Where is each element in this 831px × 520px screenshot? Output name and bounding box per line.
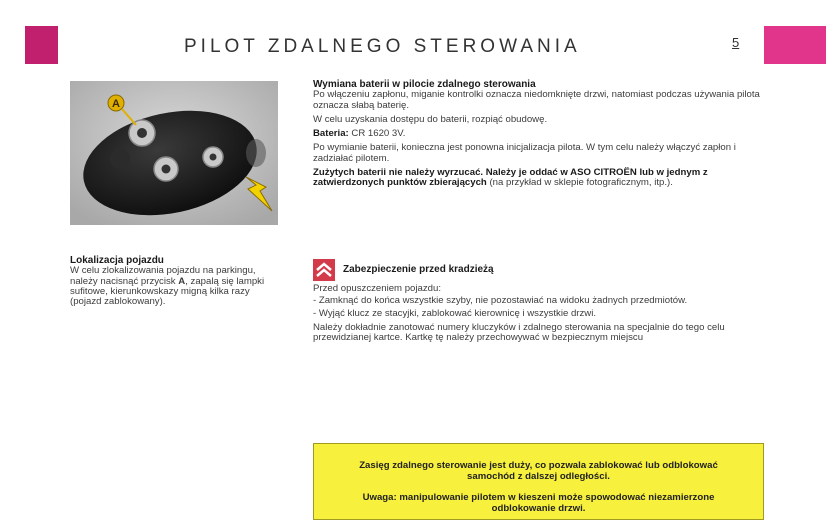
- corner-tab-left: [25, 26, 58, 64]
- body-pre: W celu zlokalizowania pojazdu na parkingu, należy nacisnąć przycisk: [70, 265, 256, 287]
- note-line-1: Zasięg zdalnego sterowanie jest duży, co pozwala zablokować lub odblokować samochód z dalszej odległości.: [359, 460, 718, 482]
- battery-para3: Po wymianie baterii, konieczna jest ponowna inicjalizacja pilota. W tym celu należy włączyć zapłon i zadziałać pilotem.: [313, 142, 736, 164]
- body-bold: A: [178, 275, 186, 287]
- theft-item-1: - Zamknąć do końca wszystkie szyby, nie pozostawiać na widoku żadnych przedmiotów.: [313, 295, 688, 307]
- battery-type: [313, 129, 765, 139]
- theft-heading: Zabezpieczenie przed kradzieżą: [343, 264, 494, 275]
- vehicle-location-body: [70, 266, 280, 307]
- battery-warning: [313, 168, 765, 189]
- battery-para1: Po włączeniu zapłonu, miganie kontrolki oznacza niedomknięte drzwi, natomiast podczas używania pilota oznacza słabą baterię.: [313, 89, 760, 111]
- note-box: [313, 443, 764, 520]
- remote-control-photo: [70, 81, 278, 225]
- callout-a-label: A: [112, 98, 120, 110]
- theft-intro: Przed opuszczeniem pojazdu:: [313, 283, 441, 294]
- theft-item-2: - Wyjąć klucz ze stacyjki, zablokować kierownicę i wszystkie drzwi.: [313, 307, 597, 319]
- note-line-2: Uwaga: manipulowanie pilotem w kieszeni może spowodować niezamierzone odblokowanie drzwi.: [362, 492, 715, 514]
- vehicle-location-heading: Lokalizacja pojazdu: [70, 255, 164, 266]
- battery-warning-bold: Zużytych baterii nie należy wyrzucać. Należy je oddać w ASO CITROËN lub w jednym z zatwierdzonych punktów zbierających: [313, 167, 708, 189]
- battery-para2: W celu uzyskania dostępu do baterii, rozpiąć obudowę.: [313, 113, 548, 125]
- battery-value: CR 1620 3V.: [348, 128, 406, 140]
- corner-tab-right: [764, 26, 826, 64]
- page-number: 5: [732, 35, 740, 50]
- body-post: , zapalą się lampki sufitowe, kierunkowskazy migną kilka razy (pojazd zablokowany).: [70, 275, 265, 308]
- battery-heading: Wymiana baterii w pilocie zdalnego sterowania: [313, 79, 536, 90]
- battery-section: [313, 80, 765, 193]
- page-title: PILOT ZDALNEGO STEROWANIA: [184, 36, 581, 57]
- battery-warning-normal: (na przykład w sklepie fotograficznym, itp.).: [486, 177, 673, 189]
- theft-section: [313, 284, 765, 347]
- battery-label: Bateria:: [313, 128, 349, 140]
- vehicle-location-section: [70, 256, 280, 307]
- citroen-logo-icon: [313, 259, 335, 281]
- theft-para: Należy dokładnie zanotować numery kluczyków i zdalnego sterowania na specjalnie do tego celu przewidzianej kartce. Kartkę tę należy przechowywać w bezpiecznym miejscu: [313, 321, 725, 344]
